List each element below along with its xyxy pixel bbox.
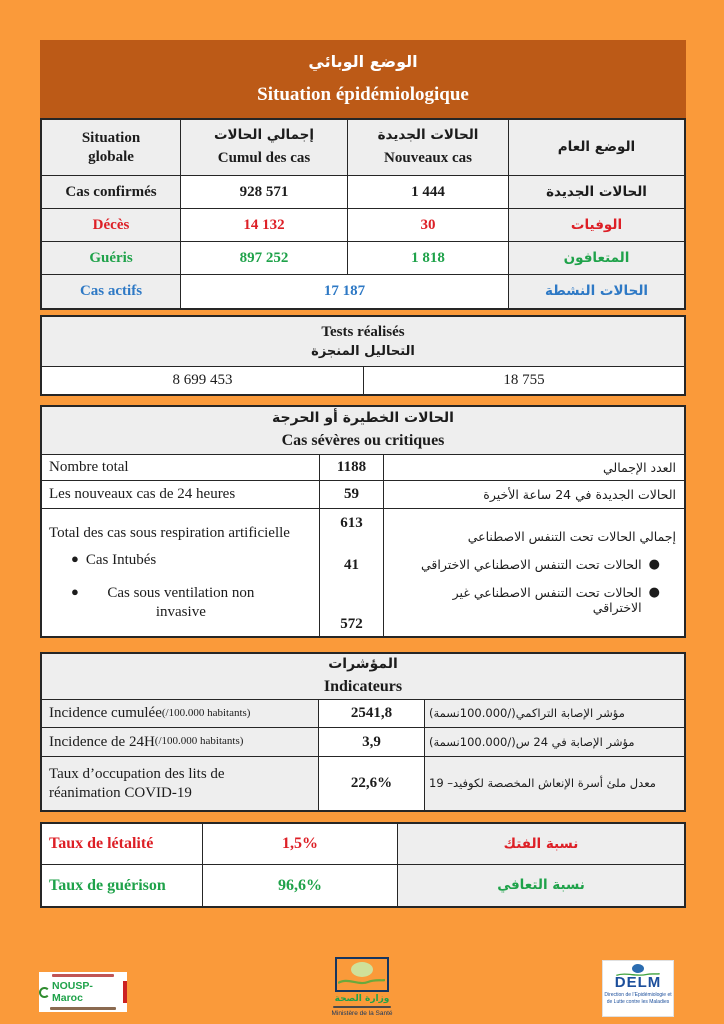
fatality-rate-value: 1,5% <box>203 824 398 865</box>
crescent-icon <box>39 987 50 998</box>
respiration-values-cell <box>320 509 384 636</box>
severe-cases-table <box>40 405 686 638</box>
tests-table <box>40 315 686 396</box>
icu-occupancy-label-main: Taux d’occupation des lits de réanimation COVID-19 <box>49 765 225 801</box>
respiration-total-label-arabic: إجمالي الحالات تحت التنفس الاصطناعي <box>467 528 676 544</box>
incidence-24h-label-main: Incidence de 24H <box>49 733 155 750</box>
ministry-name-french: Ministère de la Santé <box>331 1010 393 1017</box>
deaths-label: Décès <box>42 209 181 242</box>
bullet-icon: ● <box>71 584 79 599</box>
incidence-24h-label-unit: (/100.000 habitants) <box>154 735 244 748</box>
report-title-french: Situation épidémiologique <box>257 83 469 105</box>
bullet-icon: ● <box>648 584 660 600</box>
respiration-intubated-row <box>49 551 156 570</box>
recovery-rate-value: 96,6% <box>203 865 398 906</box>
recovered-cumulative-value: 897 252 <box>181 242 348 275</box>
severe-title-arabic: الحالات الخطيرة أو الحرجة <box>272 410 454 427</box>
tests-cumulative-value: 8 699 453 <box>42 367 364 394</box>
header-cumul-des-cas <box>181 120 348 176</box>
deaths-new-value: 30 <box>348 209 509 242</box>
bullet-icon: ● <box>648 556 660 572</box>
respiration-labels-arabic-cell <box>384 509 684 636</box>
recovered-new-value: 1 818 <box>348 242 509 275</box>
confirmed-cases-new-value: 1 444 <box>348 176 509 209</box>
indicators-title <box>42 654 684 700</box>
red-bar-icon <box>123 981 127 1003</box>
fatality-rate-label-arabic: نسبة الفتك <box>398 824 684 865</box>
incidence-24h-label-arabic: مؤشر الإصابة في 24 س(/100.000نسمة) <box>425 728 684 757</box>
indicators-table <box>40 652 686 812</box>
deaths-label-arabic: الوفيات <box>509 209 684 242</box>
header-nouveaux-arabic: الحالات الجديدة <box>377 127 479 144</box>
delm-subtitle-text: Direction de l’Epidémiologie et de Lutte contre les Maladies <box>604 992 672 1005</box>
incidence-24h-value: 3,9 <box>319 728 425 757</box>
tests-title <box>42 317 684 367</box>
fatality-rate-label: Taux de létalité <box>42 824 203 865</box>
confirmed-cases-label: Cas confirmés <box>42 176 181 209</box>
cumulative-incidence-label-arabic: مؤشر الإصابة التراكمي(/100.000نسمة) <box>425 700 684 728</box>
recovery-rate-label: Taux de guérison <box>42 865 203 906</box>
confirmed-cases-cumulative-value: 928 571 <box>181 176 348 209</box>
nousp-small-text-placeholder <box>52 974 114 977</box>
tests-title-arabic: التحاليل المنجزة <box>311 344 415 360</box>
cumulative-incidence-label-unit: (/100.000 habitants) <box>161 706 251 719</box>
severe-total-value: 1188 <box>320 455 384 481</box>
active-cases-label-arabic: الحالات النشطة <box>509 275 684 308</box>
active-cases-label: Cas actifs <box>42 275 181 308</box>
confirmed-cases-label-arabic: الحالات الجديدة <box>509 176 684 209</box>
severe-new24h-label-arabic: الحالات الجديدة في 24 ساعة الأخيرة <box>384 481 684 509</box>
severe-total-label: Nombre total <box>42 455 320 481</box>
header-cumul-arabic: إجمالي الحالات <box>213 127 315 144</box>
rates-table <box>40 822 686 908</box>
respiration-total-label: Total des cas sous respiration artificielle <box>49 524 290 541</box>
recovery-rate-label-arabic: نسبة التعافي <box>398 865 684 906</box>
header-nouveaux-cas <box>348 120 509 176</box>
ministry-wave-icon <box>338 977 385 987</box>
delm-logo-text: DELM <box>614 974 662 991</box>
tests-new-value: 18 755 <box>503 372 545 389</box>
severe-new24h-value: 59 <box>320 481 384 509</box>
severe-total-label-arabic: العدد الإجمالي <box>384 455 684 481</box>
icu-occupancy-label-arabic <box>425 757 684 810</box>
ministry-of-health-logo <box>326 957 398 1017</box>
header-situation-globale <box>42 120 181 176</box>
respiration-noninvasive-row <box>49 584 276 622</box>
ministry-small-text-placeholder <box>333 1006 391 1008</box>
header-situation-globale-label: Situation globale <box>81 129 141 165</box>
respiration-noninvasive-label: Cas sous ventilation non invasive <box>107 585 255 620</box>
nousp-logo <box>39 972 127 1012</box>
respiration-intubated-value: 41 <box>344 557 359 574</box>
incidence-24h-label <box>42 728 319 757</box>
respiration-total-value: 613 <box>340 515 363 532</box>
respiration-noninvasive-value: 572 <box>340 615 363 632</box>
recovered-label-arabic: المتعافون <box>509 242 684 275</box>
header-nouveaux-french: Nouveaux cas <box>384 150 472 167</box>
bullet-icon: ● <box>71 551 79 567</box>
cumulative-incidence-label-main: Incidence cumulée <box>49 705 162 722</box>
tests-title-french: Tests réalisés <box>321 323 405 340</box>
report-title-band <box>40 40 686 118</box>
cumulative-incidence-label <box>42 700 319 728</box>
respiration-noninvasive-row-arabic <box>442 585 676 616</box>
header-situation-generale-arabic: الوضع العام <box>509 120 684 176</box>
respiration-intubated-label: Cas Intubés <box>85 552 157 569</box>
ministry-ellipse-icon <box>351 962 373 977</box>
icu-occupancy-label <box>42 757 319 810</box>
nousp-small-text-placeholder <box>50 1007 116 1010</box>
severe-title <box>42 407 684 455</box>
icu-occupancy-value: 22,6% <box>319 757 425 810</box>
respiration-labels-cell <box>42 509 320 636</box>
icu-occupancy-label-arabic-text: معدل ملئ أسرة الإنعاش المخصصة لكوفيد– 19 <box>429 776 656 791</box>
indicators-title-french: Indicateurs <box>323 677 403 695</box>
ministry-name-arabic: وزارة الصحة <box>334 993 390 1004</box>
respiration-noninvasive-label-arabic: الحالات تحت التنفس الاصطناعي غير الاختراقي <box>452 584 642 616</box>
global-situation-table <box>40 118 686 310</box>
ministry-emblem-icon <box>335 957 389 992</box>
report-title-arabic: الوضع الوبائي <box>308 52 418 72</box>
delm-logo <box>602 960 674 1017</box>
nousp-logo-text: NOUSP-Maroc <box>52 980 93 1004</box>
recovered-label: Guéris <box>42 242 181 275</box>
header-cumul-french: Cumul des cas <box>217 150 311 167</box>
indicators-title-arabic: المؤشرات <box>328 656 398 673</box>
active-cases-value: 17 187 <box>181 275 509 308</box>
respiration-intubated-row-arabic <box>421 557 676 573</box>
respiration-intubated-label-arabic: الحالات تحت التنفس الاصطناعي الاختراقي <box>421 556 642 572</box>
deaths-cumulative-value: 14 132 <box>181 209 348 242</box>
cumulative-incidence-value: 2541,8 <box>319 700 425 728</box>
severe-title-french: Cas sévères ou critiques <box>281 431 445 449</box>
severe-new24h-label: Les nouveaux cas de 24 heures <box>42 481 320 509</box>
